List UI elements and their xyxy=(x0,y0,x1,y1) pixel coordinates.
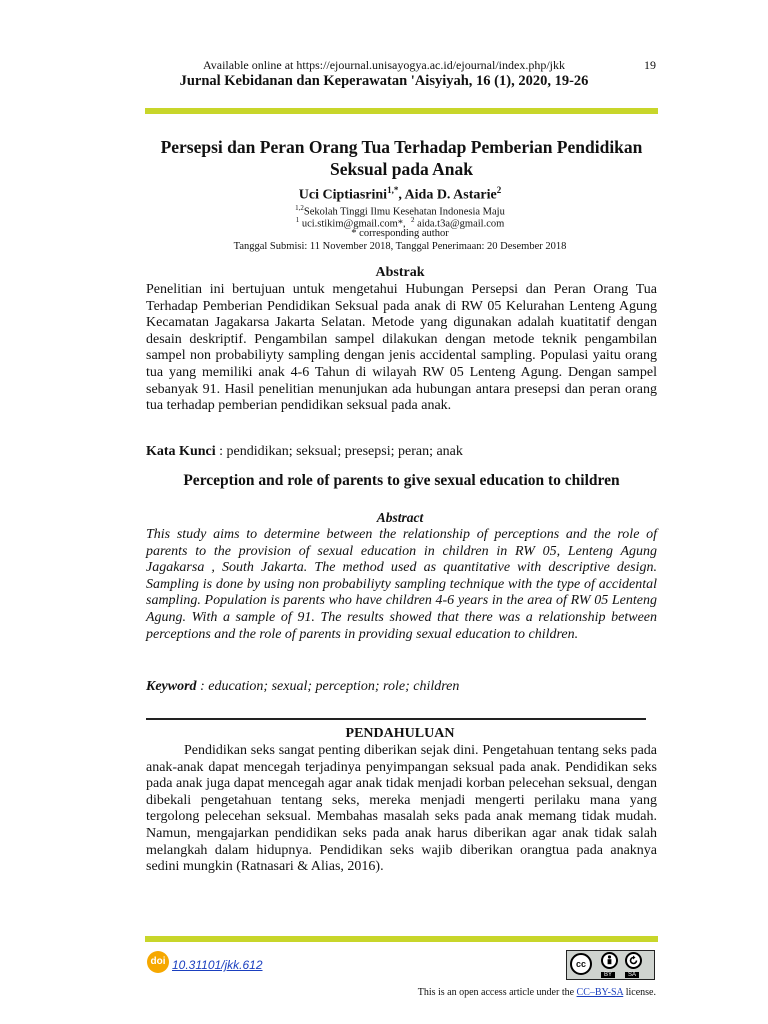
cc-sa-label: SA xyxy=(625,972,639,978)
affiliation-text: Sekolah Tinggi Ilmu Kesehatan Indonesia Maju xyxy=(303,206,505,218)
kata-kunci-values: : pendidikan; seksual; presepsi; peran; anak xyxy=(215,444,463,459)
availability-line: Available online at https://ejournal.unisayogya.ac.id/ejournal/index.php/jkk xyxy=(202,58,566,72)
title-line-2: Seksual pada Anak xyxy=(330,159,473,179)
author-1: Uci Ciptiasrini xyxy=(298,187,388,203)
authors xyxy=(0,185,768,204)
abstract-heading: Abstract xyxy=(376,510,424,525)
corresponding-author: * corresponding author xyxy=(351,228,449,239)
title-line-1: Persepsi dan Peran Orang Tua Terhadap Pemberian Pendidikan xyxy=(160,137,643,157)
email-1-sup: 1 xyxy=(295,216,300,224)
affiliation-sup: 1,2 xyxy=(295,204,304,212)
share-alike-icon xyxy=(625,952,642,969)
author-2: , Aida D. Astarie xyxy=(398,187,497,203)
doi-logo-icon: doi xyxy=(147,951,169,973)
header-divider xyxy=(145,108,658,114)
email-2-sup: 2 xyxy=(410,216,415,224)
abstrak-heading: Abstrak xyxy=(375,265,425,280)
section-rule xyxy=(146,718,646,720)
cc-by-sa-badge[interactable] xyxy=(566,950,655,980)
abstrak-text: Penelitian ini bertujuan untuk mengetahui Hubungan Persepsi dan Peran Orang Tua Terhadap Pemberian Pendidikan Seksual pada anak di RW 05 Kelurahan Lenteng Agung Kecamatan Jagakarsa Jakarta Selatan. Metode yang digunakan adalah kuatitatif dengan desain deskriptif. Pengambilan sampel dilakukan dengan metode teknik pengambilan sampel non probabiliyty sampling dengan jenis accidental sampling. Populasi yaitu orang tua yang memiliki anak 4-6 Tahun di wilayah RW 05 Lenteng Agung. Dengan sampel sebanyak 91. Hasil penelitian menunjukan ada hubungan antara presepsi dan peran orang tua terhadap pemberian pendidikan seksual pada anak. xyxy=(146,282,657,414)
license-suffix: license. xyxy=(623,987,656,998)
keyword-label: Keyword xyxy=(146,679,197,694)
keyword-values: : education; sexual; perception; role; children xyxy=(196,679,460,694)
license-line xyxy=(418,987,656,998)
person-icon xyxy=(601,952,618,969)
keywords xyxy=(146,679,657,695)
doi-link[interactable]: 10.31101/jkk.612 xyxy=(172,958,263,972)
pendahuluan-text: Pendidikan seks sangat penting diberikan sejak dini. Pengetahuan tentang seks pada anak-anak dapat mencegah terjadinya penyimpangan seksual pada anak. Pendidikan seks pada anak juga dapat mencegah agar anak tidak menjadi korban pelecehan seksual, dengan dibekali pengetahuan tentang seks, mereka menjadi mengerti perilaku mana yang tergolong pelecehan seksual. Membahas masalah seks pada anak memang tidak mudah. Namun, mengajarkan pendidikan seks pada anak harus diberikan agar anak tidak salah melangkah dalam hidupnya. Pendidikan seks wajib diberikan orangtua pada anaknya sedini mungkin (Ratnasari & Alias, 2016). xyxy=(146,743,657,875)
english-title: Perception and role of parents to give sexual education to children xyxy=(183,472,620,489)
kata-kunci xyxy=(146,444,657,460)
cc-icon: cc xyxy=(570,953,592,975)
submission-dates: Tanggal Submisi: 11 November 2018, Tanggal Penerimaan: 20 Desember 2018 xyxy=(233,241,567,252)
footer-divider xyxy=(145,936,658,942)
pendahuluan-heading: PENDAHULUAN xyxy=(345,726,455,741)
page-number: 19 xyxy=(644,58,656,72)
journal-citation: Jurnal Kebidanan dan Keperawatan 'Aisyiyah, 16 (1), 2020, 19-26 xyxy=(179,73,589,89)
author-2-sup: 2 xyxy=(496,185,502,195)
article-title xyxy=(140,136,663,180)
email-1: uci.stikim@gmail.com*, xyxy=(299,218,406,230)
license-prefix: This is an open access article under the xyxy=(417,987,577,998)
kata-kunci-label: Kata Kunci xyxy=(146,444,216,459)
cc-by-label: BY xyxy=(601,972,615,978)
abstract-text: This study aims to determine between the relationship of perceptions and the role of parents to the provision of sexual education in children in RW 05, Lenteng Agung Jagakarsa , South Jakarta. The method used as quantitative with descriptive design. Sampling is done by using non probabiliyty sampling technique with the type of accidental sampling. Population is parents who have children 4-6 years in the area of RW 05 Lenteng Agung. With a sample of 91. The results showed that there was a relationship between perceptions and the role of parents in providing sexual education to children. xyxy=(146,527,657,642)
license-link[interactable]: CC–BY-SA xyxy=(576,987,624,998)
author-1-sup: 1,* xyxy=(387,185,399,195)
email-2: aida.t3a@gmail.com xyxy=(414,218,505,230)
